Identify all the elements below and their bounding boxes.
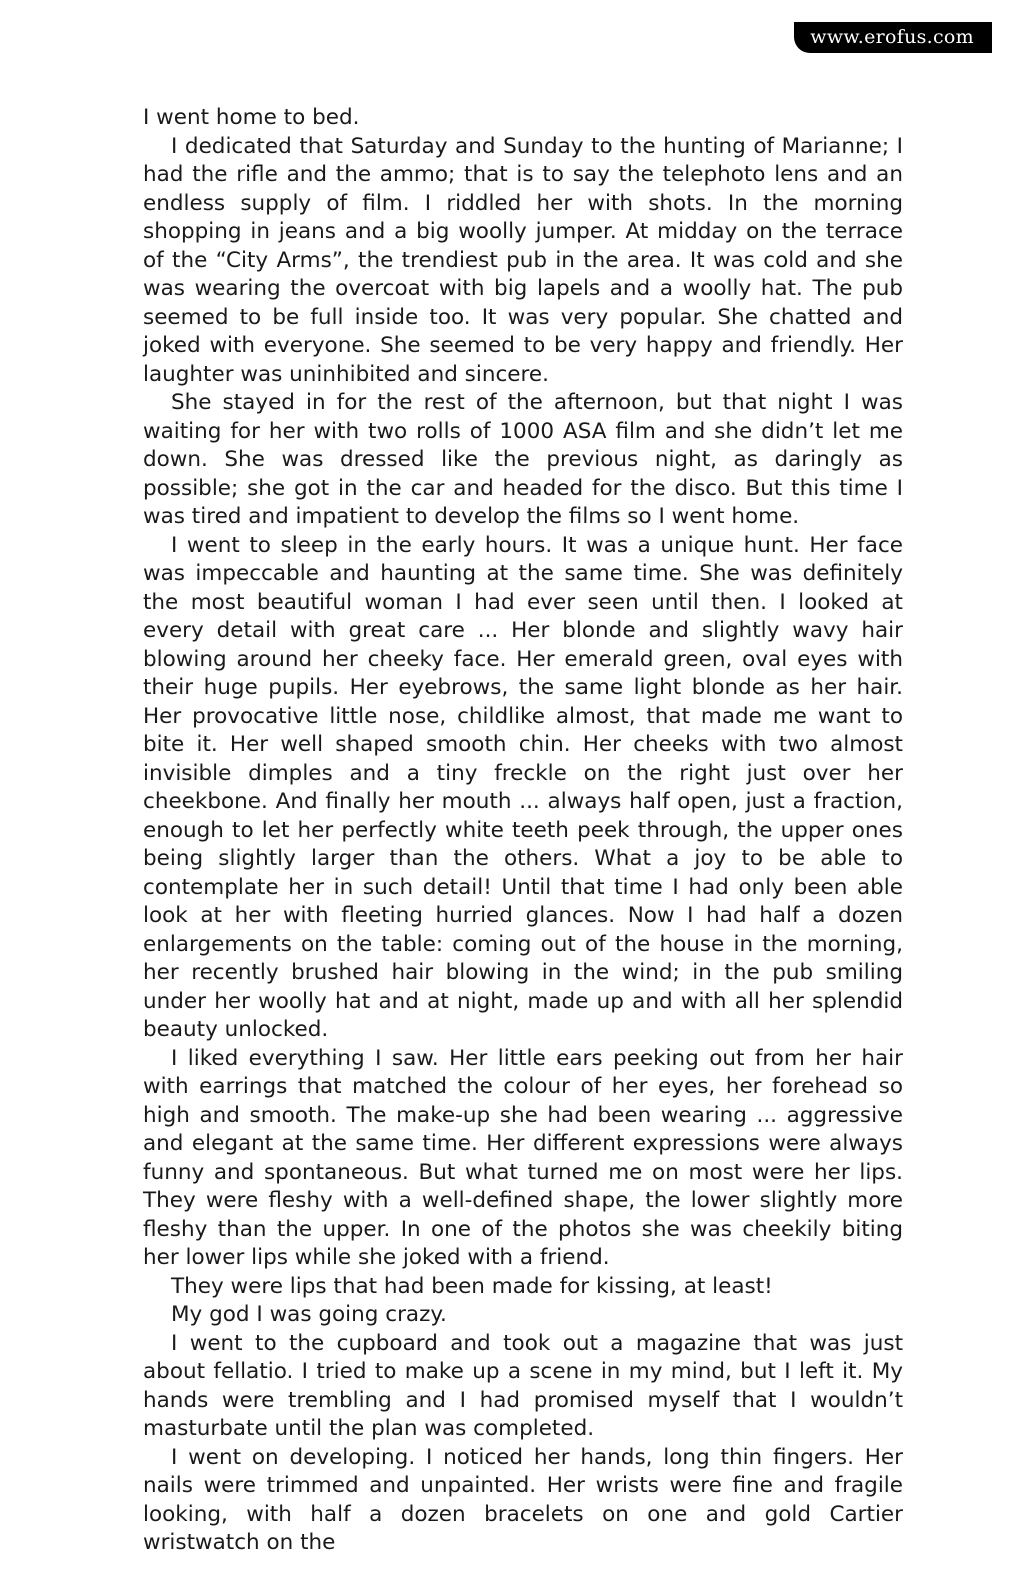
paragraph: They were lips that had been made for kissing, at least! [171,1273,773,1299]
watermark-logo: www.erofus.com [794,22,992,53]
paragraph: I dedicated that Saturday and Sunday to the hunting of Marianne; I had the rifle and the ammo; that is to say the telephoto lens and an endless supply of film. I riddled her with shots. In the morning shopping in jeans and a big woolly jumper. At midday on the terrace of the “City Arms”, the trendiest pub in the area. It was cold and she was wearing the overcoat with big lapels and a woolly hat. The pub seemed to be full inside too. It was very popular. She chatted and joked with everyone. She seemed to be very happy and friendly. Her laughter was uninhibited and sincere. [143,133,903,387]
paragraph: I went on developing. I noticed her hands, long thin fingers. Her nails were trimmed and unpainted. Her wrists were fine and fragile looking, with half a dozen bracelets on one and gold Cartier wristwatch on the [143,1444,903,1555]
paragraph: She stayed in for the rest of the afternoon, but that night I was waiting for her with two rolls of 1000 ASA film and she didn’t let me down. She was dressed like the previous night, as daringly as possible; she got in the car and headed for the disco. But this time I was tired and impatient to develop the films so I went home. [143,390,903,529]
paragraph: My god I was going crazy. [171,1302,447,1327]
paragraph: I went to sleep in the early hours. It was a unique hunt. Her face was impeccable and haunting at the same time. She was definitely the most beautiful woman I had ever seen until then. I looked at every detail with great care ... Her blonde and slightly wavy hair blowing around her cheeky face. Her emerald green, oval eyes with their huge pupils. Her eyebrows, the same light blonde as her hair. Her provocative little nose, childlike almost, that made me want to bite it. Her well shaped smooth chin. Her cheeks with two almost invisible dimples and a tiny freckle on the right just over her cheekbone. And finally her mouth ... always half open, just a fraction, enough to let her perfectly white teeth peek through, the upper ones being slightly larger than the others. What a joy to be able to contemplate her in such detail! Until that time I had only been able look at her with fleeting hurried glances. Now I had half a dozen enlargements on the table: coming out of the house in the morning, her recently brushed hair blowing in the wind; in the pub smiling under her woolly hat and at night, made up and with all her splendid beauty unlocked. [143,532,903,1042]
paragraph: I went home to bed. [143,105,360,130]
paragraph: I went to the cupboard and took out a magazine that was just about fellatio. I tried to make up a scene in my mind, but I left it. My hands were trembling and I had promised myself that I wouldn’t masturbate until the plan was completed. [143,1330,903,1441]
page-body [143,104,903,1558]
paragraph: I liked everything I saw. Her little ears peeking out from her hair with earrings that matched the colour of her eyes, her forehead so high and smooth. The make-up she had been wearing ... aggressive and elegant at the same time. Her different expressions were always funny and spontaneous. But what turned me on most were her lips. They were fleshy with a well-defined shape, the lower slightly more fleshy than the upper. In one of the photos she was cheekily biting her lower lips while she joked with a friend. [143,1045,903,1270]
